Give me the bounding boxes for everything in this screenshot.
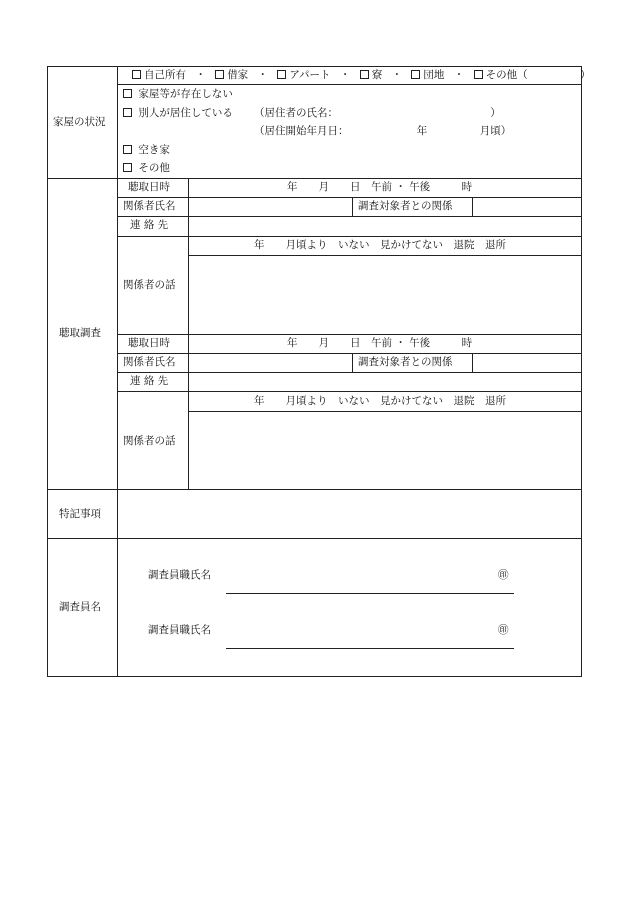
- checkbox-other[interactable]: [123, 163, 132, 172]
- apartment-label: アパート: [289, 69, 331, 81]
- interview-date-label: 聴取日時: [128, 337, 170, 349]
- checkbox-own[interactable]: [132, 70, 141, 79]
- resident-start-field[interactable]: （居住開始年月日： 年 月頃）: [254, 125, 512, 137]
- checkbox-other-type[interactable]: [474, 70, 483, 79]
- option-other-label: その他: [138, 162, 170, 174]
- talk-label: 関係者の話: [123, 279, 176, 291]
- investigator-2-label: 調査員職氏名: [148, 624, 211, 636]
- talk-label: 関係者の話: [123, 435, 176, 447]
- investigator-1-input[interactable]: [226, 565, 496, 591]
- talk-options[interactable]: 年 月頃より いない 見かけてない 退院 退所: [254, 395, 506, 407]
- housing-type-row: [132, 70, 591, 81]
- other-type-label: その他（ ）: [485, 69, 591, 81]
- option-other-resident: [123, 108, 233, 119]
- checkbox-complex[interactable]: [411, 70, 420, 79]
- investigator-2-input[interactable]: [226, 620, 496, 646]
- investigators-label: 調査員名: [59, 601, 101, 613]
- option-vacant: [123, 145, 170, 156]
- person-name-label: 関係者氏名: [123, 200, 176, 212]
- notes-label: 特記事項: [59, 508, 101, 520]
- option-none: [123, 89, 233, 100]
- seal-1-icon: ㊞: [498, 569, 509, 581]
- checkbox-none[interactable]: [123, 89, 132, 98]
- talk-textarea[interactable]: [189, 256, 580, 333]
- interview-label: 聴取調査: [59, 327, 101, 339]
- complex-label: 団地: [423, 69, 445, 81]
- option-vacant-label: 空き家: [138, 144, 170, 156]
- separator: ・: [391, 69, 403, 81]
- checkbox-apartment[interactable]: [277, 70, 286, 79]
- contact-input[interactable]: [189, 373, 580, 390]
- interview-date-field[interactable]: 年 月 日 午前 ・ 午後 時: [287, 181, 473, 193]
- investigator-1-label: 調査員職氏名: [148, 569, 211, 581]
- contact-label: 連 絡 先: [130, 375, 169, 387]
- option-other: [123, 163, 170, 174]
- option-none-label: 家屋等が存在しない: [138, 88, 233, 100]
- checkbox-other-resident[interactable]: [123, 108, 132, 117]
- talk-options[interactable]: 年 月頃より いない 見かけてない 退院 退所: [254, 239, 506, 251]
- interview-date-label: 聴取日時: [128, 181, 170, 193]
- dorm-label: 寮: [371, 69, 383, 81]
- housing-label: 家屋の状況: [53, 116, 106, 128]
- checkbox-rent[interactable]: [215, 70, 224, 79]
- contact-input[interactable]: [189, 217, 580, 235]
- relation-label: 調査対象者との関係: [358, 200, 453, 212]
- resident-name-field[interactable]: （居住者の氏名： ）: [254, 107, 501, 119]
- person-name-label: 関係者氏名: [123, 356, 176, 368]
- separator: ・: [339, 69, 351, 81]
- separator: ・: [257, 69, 269, 81]
- contact-label: 連 絡 先: [130, 219, 169, 231]
- separator: ・: [195, 69, 206, 81]
- rent-label: 借家: [227, 69, 249, 81]
- person-name-input[interactable]: [189, 198, 351, 215]
- relation-input[interactable]: [473, 354, 580, 371]
- notes-textarea[interactable]: [118, 490, 580, 537]
- separator: ・: [453, 69, 465, 81]
- person-name-input[interactable]: [189, 354, 351, 371]
- relation-input[interactable]: [473, 198, 580, 215]
- talk-textarea[interactable]: [189, 412, 580, 488]
- seal-2-icon: ㊞: [498, 624, 509, 636]
- option-other-resident-label: 別人が居住している: [138, 107, 233, 119]
- checkbox-vacant[interactable]: [123, 145, 132, 154]
- own-label: 自己所有: [144, 69, 186, 81]
- interview-date-field[interactable]: 年 月 日 午前 ・ 午後 時: [287, 337, 473, 349]
- checkbox-dorm[interactable]: [360, 70, 369, 79]
- relation-label: 調査対象者との関係: [358, 356, 453, 368]
